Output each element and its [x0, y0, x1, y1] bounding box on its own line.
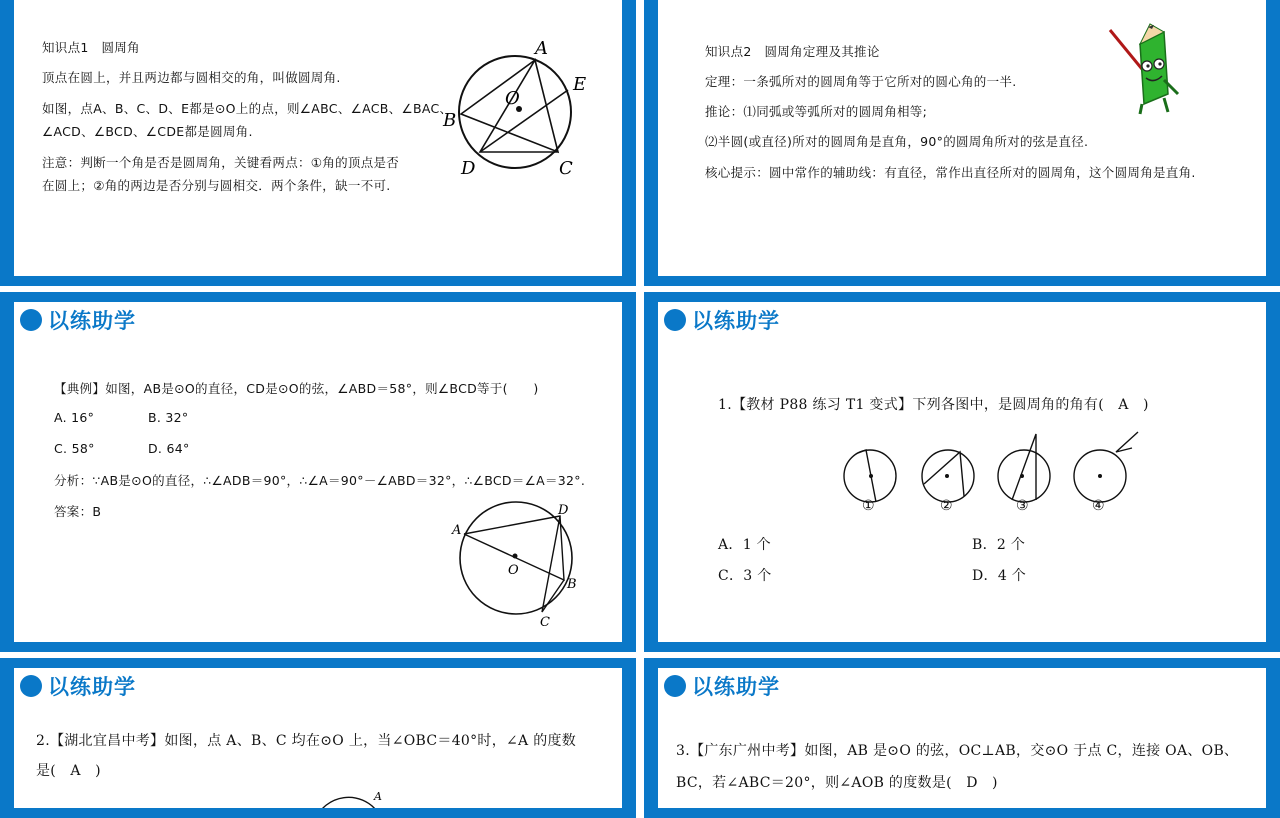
bullet-dot-icon — [20, 309, 42, 331]
slide-body — [14, 0, 622, 276]
option-b: B. 32° — [148, 410, 189, 425]
exercise-question-line-1: 2.【湖北宜昌中考】如图，点 A、B、C 均在⊙O 上，当∠OBC＝40°时，∠A 的度数 — [36, 733, 577, 749]
slide-body — [14, 302, 622, 642]
slide-exercise-2[interactable] — [0, 658, 636, 818]
section-header-text: 以练助学 — [692, 675, 780, 699]
note-text-1: 注意：判断一个角是否是圆周角，关键看两点：①角的顶点是否 — [42, 155, 400, 170]
label-b: B — [567, 577, 577, 592]
exercise-question-line-2: 是( A ) — [36, 763, 101, 779]
figure-label-1: ① — [862, 498, 875, 514]
figure-label-4: ④ — [1092, 498, 1105, 514]
slide-example[interactable] — [0, 292, 636, 652]
pencil-mascot-icon — [1094, 22, 1194, 122]
definition-text: 顶点在圆上，并且两边都与圆相交的角，叫做圆周角. — [42, 70, 341, 85]
slide-body — [658, 668, 1266, 808]
label-a: A — [452, 523, 462, 538]
bullet-dot-icon — [664, 309, 686, 331]
slide-exercise-1[interactable] — [644, 292, 1280, 652]
bullet-dot-icon — [664, 675, 686, 697]
section-header — [20, 672, 136, 700]
corollary-text-1: 推论：⑴同弧或等弧所对的圆周角相等; — [705, 104, 928, 119]
label-a: A — [374, 790, 382, 803]
slide-body — [658, 302, 1266, 642]
section-header — [664, 306, 780, 334]
circle-figure-partial — [314, 788, 394, 808]
bullet-dot-icon — [20, 675, 42, 697]
option-a: A．1 个 — [718, 537, 771, 553]
slide-body — [658, 0, 1266, 276]
label-b: B — [443, 110, 457, 131]
section-header — [20, 306, 136, 334]
slide-knowledge-1[interactable] — [0, 0, 636, 286]
section-header — [664, 672, 780, 700]
option-c: C. 58° — [54, 441, 95, 456]
analysis-text: 分析：∵AB是⊙O的直径，∴∠ADB＝90°，∴∠A＝90°－∠ABD＝32°，∴∠BCD＝∠A＝32°. — [54, 473, 586, 488]
option-b: B．2 个 — [972, 537, 1026, 553]
label-c: C — [559, 158, 573, 179]
circle-figure-diameter — [446, 498, 596, 628]
figure-label-3: ③ — [1016, 498, 1029, 514]
section-header-text: 以练助学 — [692, 309, 780, 333]
example-text-1: 如图，点A、B、C、D、E都是⊙O上的点，则∠ABC、∠ACB、∠BAC、 — [42, 101, 453, 116]
label-e: E — [573, 74, 587, 95]
option-d: D．4 个 — [972, 568, 1027, 584]
exercise-question-line-1: 3.【广东广州中考】如图，AB 是⊙O 的弦，OC⊥AB，交⊙O 于点 C，连接 OA、OB、 — [676, 743, 1239, 759]
circle-options-figure — [838, 424, 1158, 534]
label-o: O — [508, 563, 519, 578]
example-text-2: ∠ACD、∠BCD、∠CDE都是圆周角. — [42, 124, 253, 139]
label-c: C — [540, 615, 550, 628]
slide-knowledge-2[interactable] — [644, 0, 1280, 286]
section-header-text: 以练助学 — [48, 675, 136, 699]
slide-exercise-3[interactable] — [644, 658, 1280, 818]
figure-label-2: ② — [940, 498, 953, 514]
corollary-text-2: ⑵半圆(或直径)所对的圆周角是直角，90°的圆周角所对的弦是直径. — [705, 134, 1089, 149]
example-question: 【典例】如图，AB是⊙O的直径，CD是⊙O的弦，∠ABD＝58°，则∠BCD等于( ) — [54, 381, 539, 396]
slide-title: 知识点2 圆周角定理及其推论 — [705, 44, 880, 59]
label-d: D — [461, 158, 476, 179]
theorem-text: 定理：一条弧所对的圆周角等于它所对的圆心角的一半. — [705, 74, 1017, 89]
label-o: O — [505, 88, 520, 109]
answer-text: 答案：B — [54, 504, 102, 519]
exercise-question: 1.【教材 P88 练习 T1 变式】下列各图中，是圆周角的角有( A ) — [718, 397, 1149, 413]
option-c: C．3 个 — [718, 568, 772, 584]
label-a: A — [535, 38, 548, 59]
section-header-text: 以练助学 — [48, 309, 136, 333]
circle-figure-abcde — [429, 38, 599, 188]
core-tip-text: 核心提示：圆中常作的辅助线：有直径，常作出直径所对的圆周角，这个圆周角是直角. — [705, 165, 1196, 180]
note-text-2: 在圆上；②角的两边是否分别与圆相交．两个条件，缺一不可. — [42, 178, 391, 193]
option-a: A. 16° — [54, 410, 95, 425]
slide-body — [14, 668, 622, 808]
option-d: D. 64° — [148, 441, 190, 456]
exercise-question-line-2: BC，若∠ABC＝20°，则∠AOB 的度数是( D ) — [676, 775, 998, 791]
label-d: D — [558, 503, 569, 518]
slide-title: 知识点1 圆周角 — [42, 40, 140, 55]
